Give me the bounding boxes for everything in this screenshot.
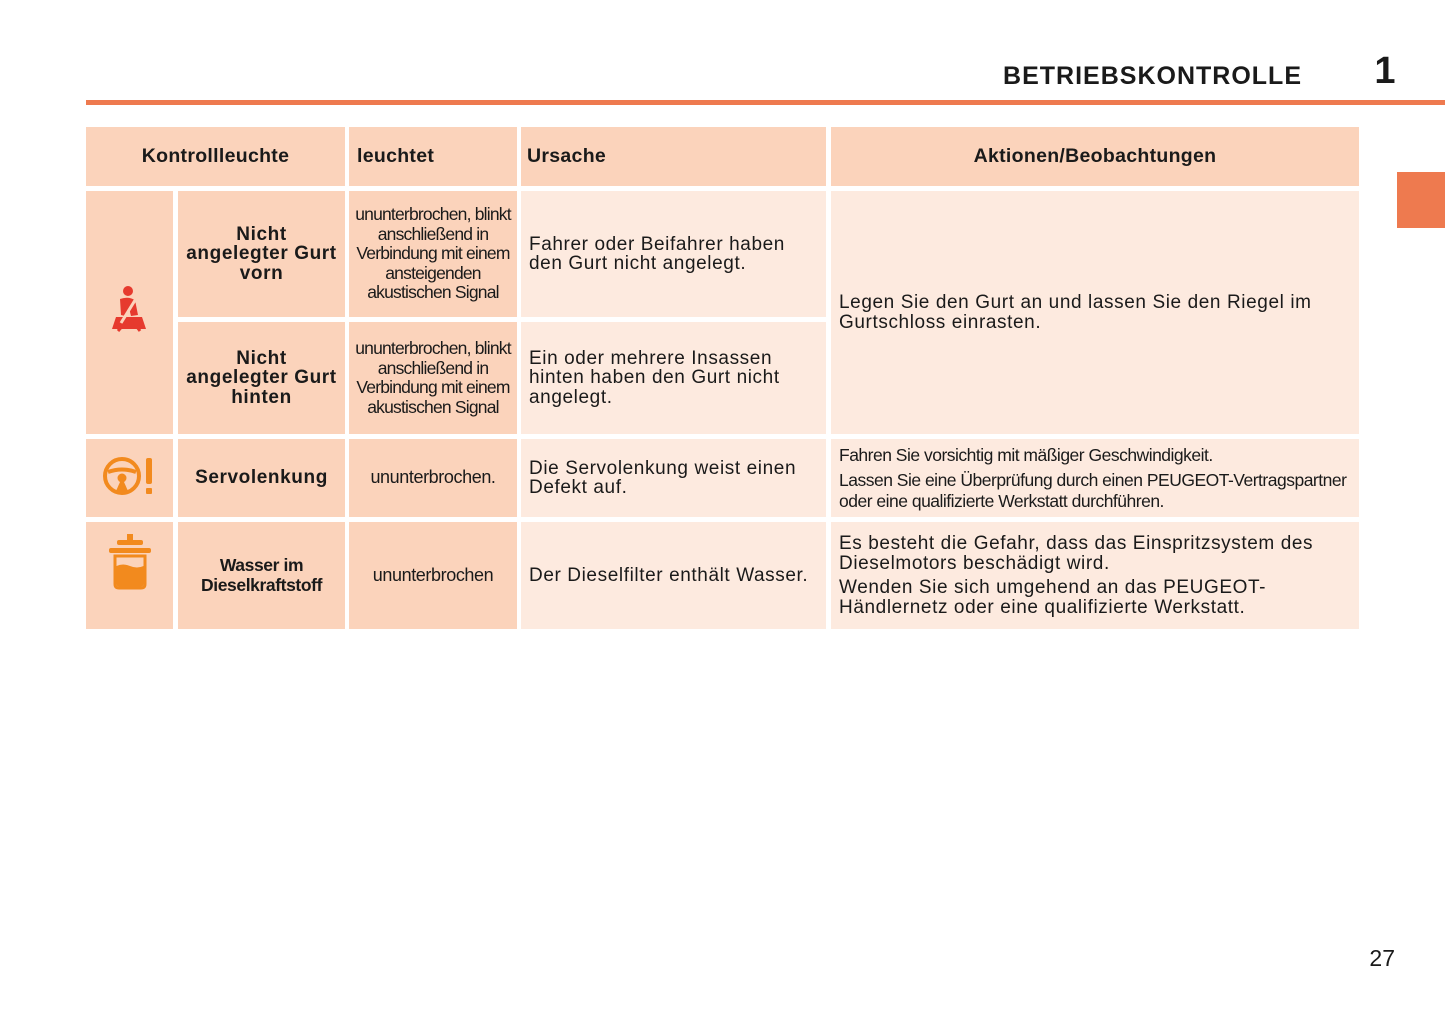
action-line: Wenden Sie sich umgehend an das PEUGEOT-Händlernetz oder eine qualifizierte Werkstatt. bbox=[839, 577, 1267, 618]
table-row-lights: ununterbrochen. bbox=[349, 439, 517, 517]
section-title: BETRIEBSKONTROLLE bbox=[1003, 62, 1302, 90]
column-header-label: Kontrollleuchte bbox=[141, 145, 290, 167]
table-row-lamp: Nicht angelegter Gurt hinten bbox=[178, 322, 345, 434]
column-header-leuchtet bbox=[349, 127, 517, 186]
column-header-label: Ursache bbox=[527, 145, 607, 167]
table-row-lamp: Nicht angelegter Gurt vorn bbox=[178, 191, 345, 317]
header-rule bbox=[86, 100, 1445, 105]
table-row-lights: ununterbrochen, blinkt anschließend in Verbindung mit einem akustischen Signal bbox=[349, 322, 517, 434]
table-row-icon-cell bbox=[86, 522, 173, 629]
table-row-lights: ununterbrochen bbox=[349, 522, 517, 629]
table-row-action bbox=[831, 522, 1359, 629]
action-line: Lassen Sie eine Überprüfung durch einen PEUGEOT-Vertragspartner oder eine qualifizierte Werkstatt durchführen. bbox=[839, 470, 1347, 511]
column-header-aktionen bbox=[831, 127, 1359, 186]
column-header-label: leuchtet bbox=[357, 145, 435, 167]
table-row-action bbox=[831, 439, 1359, 517]
column-header-kontrollleuchte bbox=[86, 127, 345, 186]
chapter-tab bbox=[1397, 172, 1445, 228]
table-row-lamp: Servolenkung bbox=[178, 439, 345, 517]
table-row-lights: ununterbrochen, blinkt anschließend in Verbindung mit einem ansteigenden akustischen Signal bbox=[349, 191, 517, 317]
action-line: Fahren Sie vorsichtig mit mäßiger Geschwindigkeit. bbox=[839, 444, 1213, 465]
seatbelt-warning-icon bbox=[110, 285, 150, 340]
table-row-cause: Fahrer oder Beifahrer haben den Gurt nicht angelegt. bbox=[521, 191, 826, 317]
table-row-icon-cell bbox=[86, 439, 173, 517]
table-row-action: Legen Sie den Gurt an und lassen Sie den Riegel im Gurtschloss einrasten. bbox=[831, 191, 1359, 434]
water-in-diesel-icon bbox=[107, 534, 153, 595]
power-steering-warning-icon bbox=[102, 454, 158, 503]
page-number: 27 bbox=[1369, 945, 1395, 971]
table-row-cause: Der Dieselfilter enthält Wasser. bbox=[521, 522, 826, 629]
action-line: Es besteht die Gefahr, dass das Einspritzsystem des Dieselmotors beschädigt wird. bbox=[839, 533, 1314, 574]
column-header-label: Aktionen/Beobachtungen bbox=[973, 145, 1217, 167]
table-row-icon-cell bbox=[86, 191, 173, 434]
table-row-lamp: Wasser im Dieselkraftstoff bbox=[178, 522, 345, 629]
table-row-cause: Die Servolenkung weist einen Defekt auf. bbox=[521, 439, 826, 517]
table-row-cause: Ein oder mehrere Insassen hinten haben den Gurt nicht angelegt. bbox=[521, 322, 826, 434]
column-header-ursache bbox=[521, 127, 826, 186]
chapter-number: 1 bbox=[1374, 50, 1396, 92]
